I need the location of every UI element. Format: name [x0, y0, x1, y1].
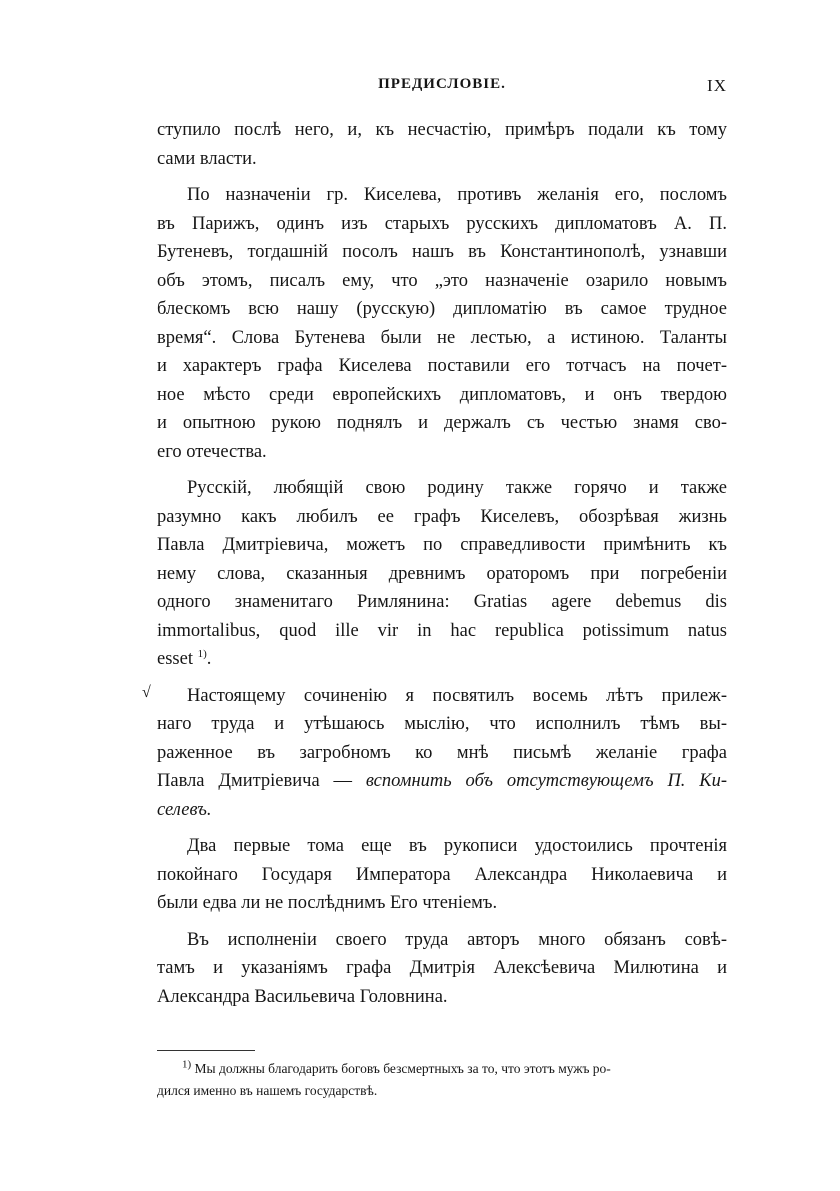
footnote-rule — [157, 1050, 255, 1051]
text-line: время“. Слова Бутенева были не лестью, а истиною. Таланты — [157, 327, 727, 348]
margin-checkmark: √ — [142, 683, 151, 701]
text-line: блескомъ всю нашу (русскую) дипломатію въ самое трудное — [157, 299, 727, 319]
footnotes — [157, 1058, 727, 1102]
text-line: По назначеніи гр. Киселева, противъ желанія его, посломъ — [187, 185, 727, 205]
text-line: immortalibus, quod ille vir in hac republica potissimum natus — [157, 620, 727, 641]
body-text — [142, 116, 727, 1011]
text-line: Въ исполненіи своего труда авторъ много обязанъ совѣ- — [187, 929, 727, 950]
text-line: Бутеневъ, тогдашній посолъ нашъ въ Константинополѣ, узнавши — [157, 242, 727, 262]
text-line: ступило послѣ него, и, къ несчастію, примѣръ подали къ тому — [157, 120, 727, 140]
footnote-line — [157, 1058, 727, 1080]
page-number: IX — [707, 76, 727, 95]
text-line: объ этомъ, писалъ ему, что „это назначеніе озарило новымъ — [157, 270, 727, 291]
text-line: разумно какъ любилъ ее графъ Киселевъ, обозрѣвая жизнь — [157, 506, 727, 527]
text-line: и характеръ графа Киселева поставили его тотчасъ на почет- — [157, 356, 727, 376]
paragraph — [157, 926, 727, 1012]
text-line: Павла Дмитріевича, можетъ по справедливости примѣнить къ — [157, 535, 727, 555]
text-line: были едва ли не послѣднимъ Его чтеніемъ. — [157, 893, 498, 913]
text-segment: Павла Дмитріевича — — [157, 771, 366, 791]
text-line: одного знаменитаго Римлянина: Gratias agere debemus dis — [157, 592, 727, 612]
paragraph — [142, 682, 727, 825]
text-line: наго труда и утѣшаюсь мыслію, что исполнилъ тѣмъ вы- — [157, 714, 727, 734]
paragraph — [157, 832, 727, 918]
text-line: и опытною рукою поднялъ и держалъ съ честью знамя сво- — [157, 413, 727, 433]
text-line: esset $^{1)}$. — [157, 647, 212, 669]
footnote-text: Мы должны благодарить боговъ безсмертныхъ за то, что этотъ мужъ ро- — [191, 1061, 611, 1076]
latin-word: esset — [157, 649, 193, 669]
text-line: ное мѣсто среди европейскихъ дипломатовъ, и онъ твердою — [157, 384, 727, 405]
text-line: его отечества. — [157, 441, 267, 462]
text-line: въ Парижъ, одинъ изъ старыхъ русскихъ дипломатовъ А. П. — [157, 213, 727, 234]
text-line: сами власти. — [157, 148, 257, 169]
text-line: тамъ и указаніямъ графа Дмитрія Алексѣевича Милютина и — [157, 958, 727, 978]
text-line: раженное въ загробномъ ко мнѣ письмѣ желаніе графа — [157, 742, 727, 763]
footnote-line: дился именно въ нашемъ государствѣ. — [157, 1083, 378, 1098]
paragraph — [157, 474, 727, 674]
footnote-mark: 1) — [182, 1058, 192, 1071]
paragraph — [157, 181, 727, 466]
italic-quote: селевъ. — [157, 799, 212, 820]
chapter-title: ПРЕДИСЛОВІЕ. — [378, 76, 506, 92]
footnote-reference[interactable]: 1) — [197, 647, 207, 660]
running-head — [157, 76, 727, 98]
text-line — [157, 796, 727, 825]
paragraph — [157, 116, 727, 173]
text-line: Два первые тома еще въ рукописи удостоились прочтенія — [187, 836, 727, 856]
italic-quote: вспомнить объ отсутствующемъ П. Ки- — [365, 771, 727, 791]
text-line — [157, 767, 727, 796]
text-line: покойнаго Государя Императора Александра Николаевича и — [157, 864, 727, 885]
text-line: Русскій, любящій свою родину также горячо и также — [187, 478, 727, 498]
text-line: Настоящему сочиненію я посвятилъ восемь лѣтъ прилеж- — [187, 685, 727, 706]
text-line: Александра Васильевича Головнина. — [157, 986, 448, 1007]
text-line: нему слова, сказанныя древнимъ ораторомъ при погребеніи — [157, 563, 727, 584]
